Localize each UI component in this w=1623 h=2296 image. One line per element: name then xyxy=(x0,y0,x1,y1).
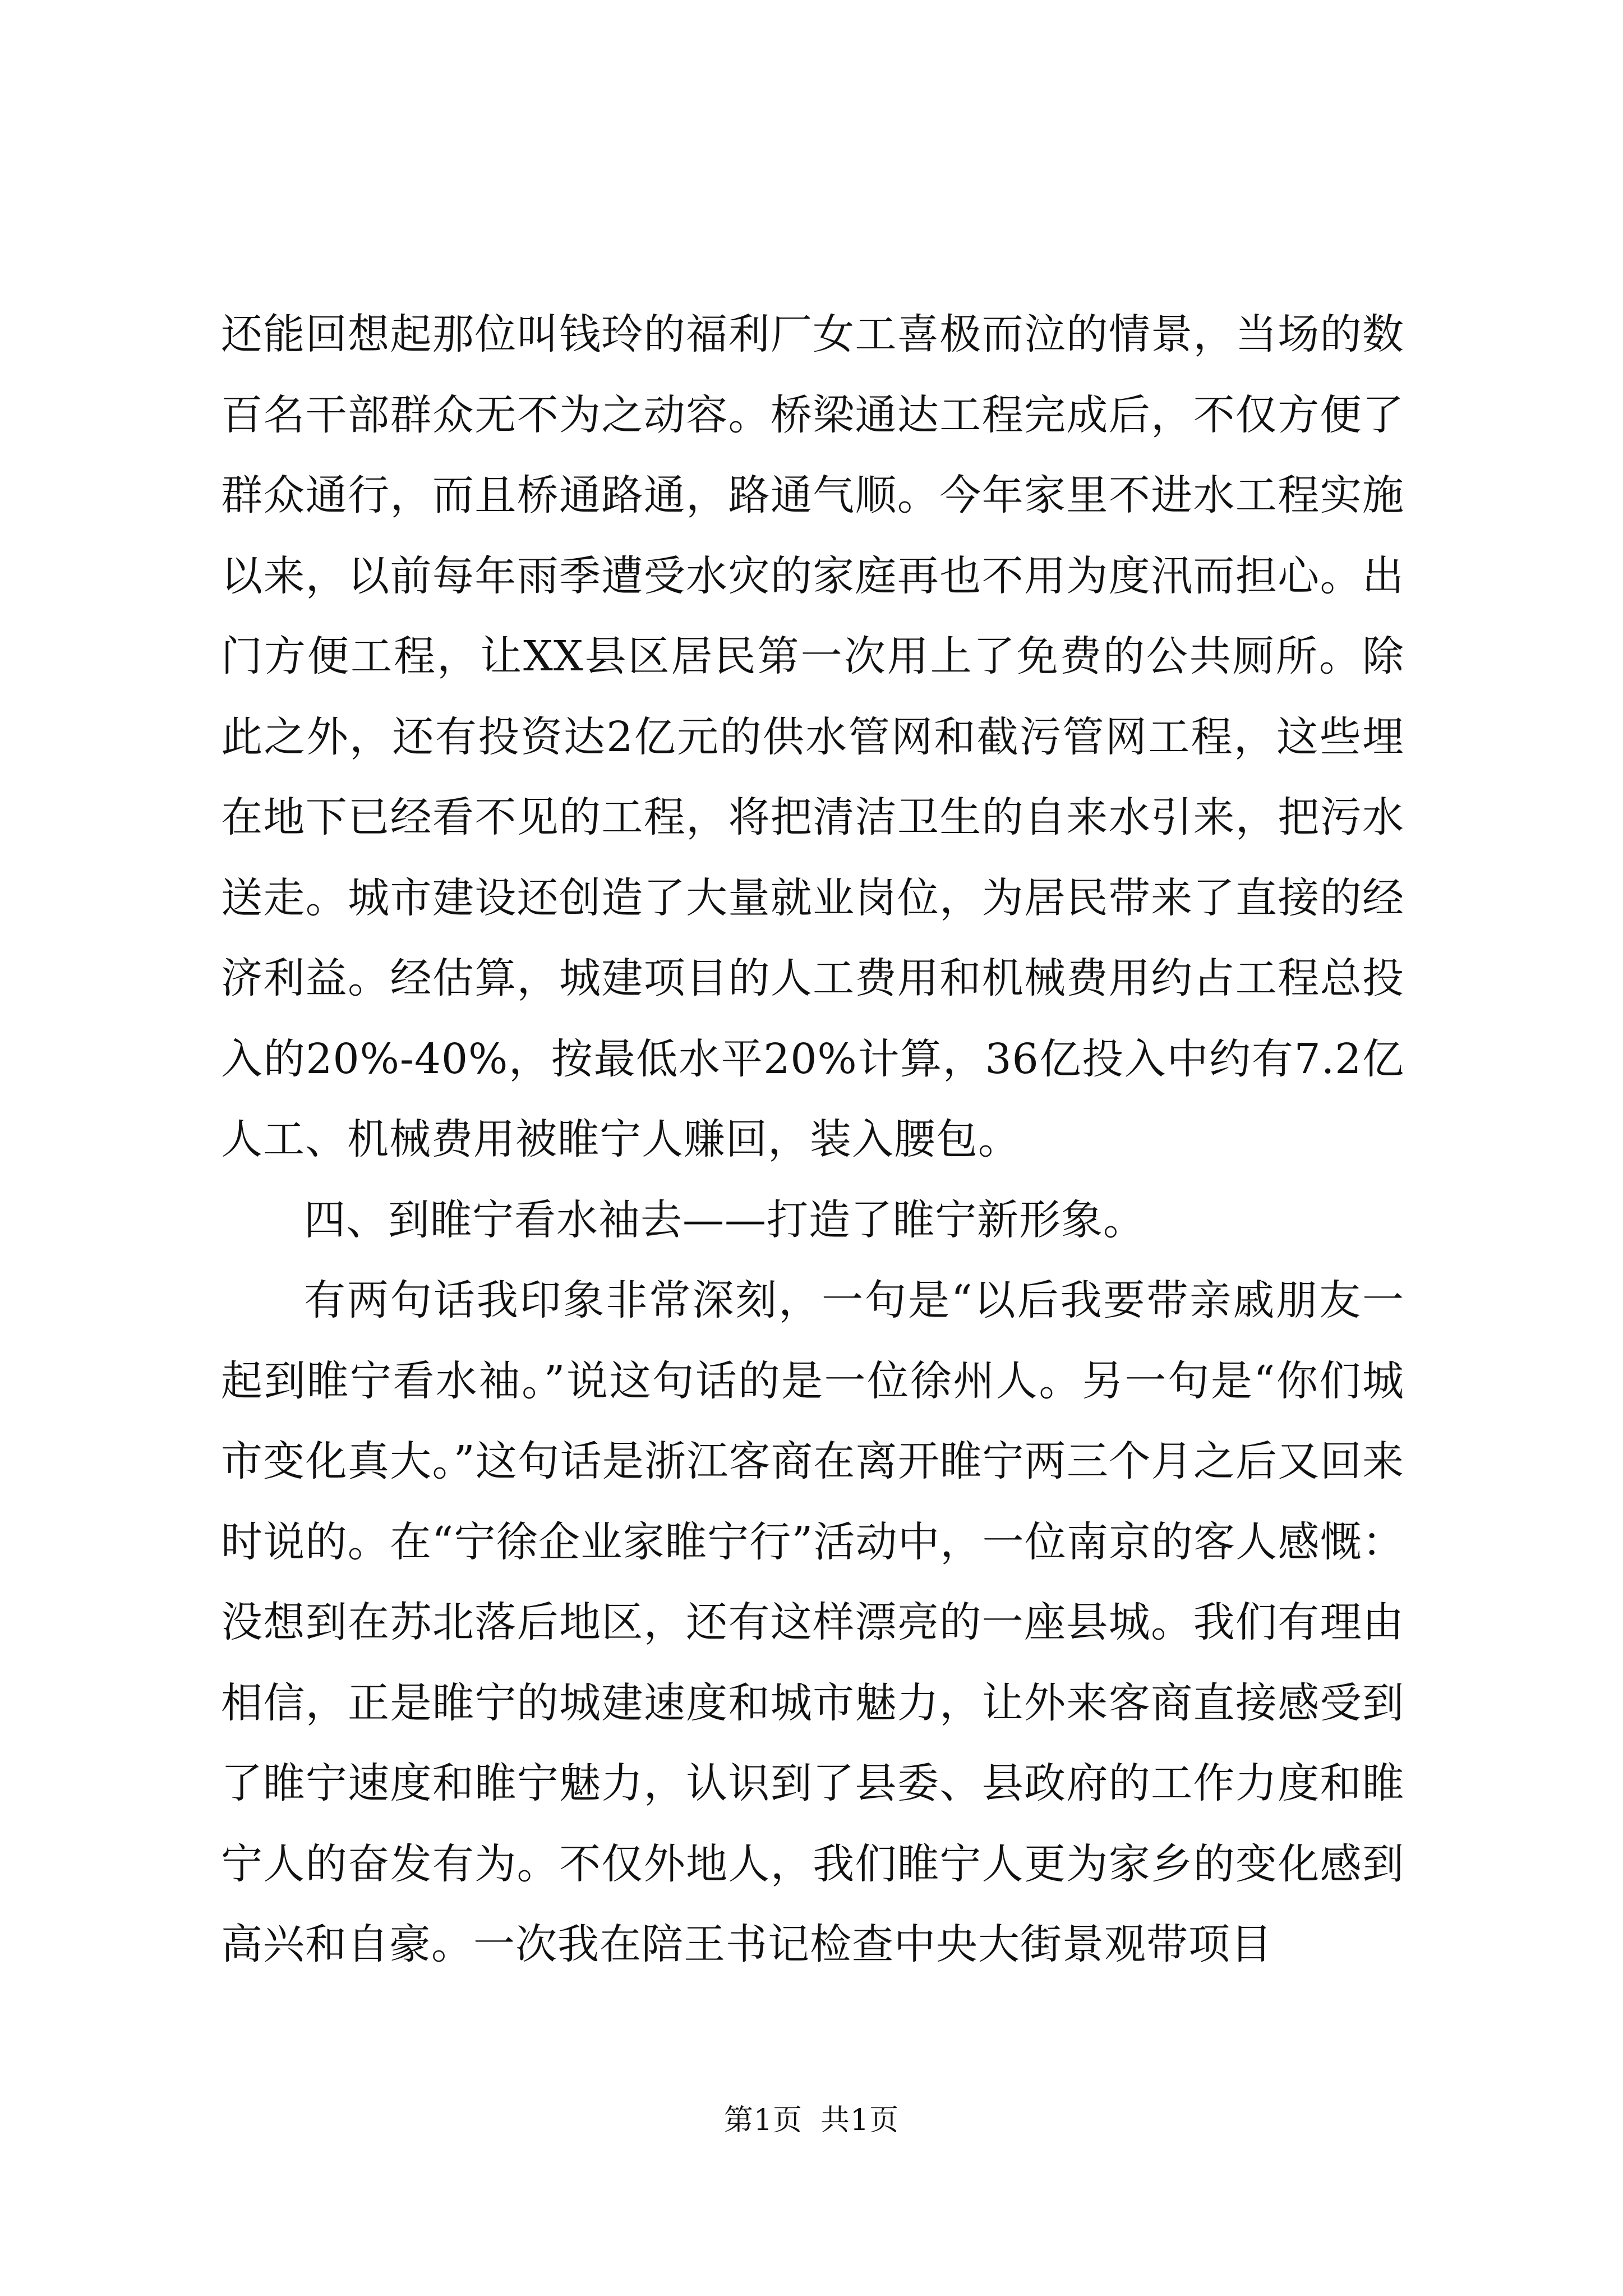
section-heading-4: 四、到睢宁看水袖去——打造了睢宁新形象。 xyxy=(304,1195,1145,1244)
page-number-current: 第1页 xyxy=(723,2104,803,2137)
document-body xyxy=(221,295,1404,1985)
page-footer xyxy=(0,2101,1623,2140)
paragraph-1: 还能回想起那位叫钱玲的福利厂女工喜极而泣的情景，当场的数百名干部群众无不为之动容。桥梁通达工程完成后，不仅方便了群众通行，而且桥通路通，路通气顺。今年家里不进水工程实施以来，以前每年雨季遭受水灾的家庭再也不用为度汛而担心。出门方便工程，让XX县区居民第一次用上了免费的公共厕所。除此之外，还有投资达2亿元的供水管网和截污管网工程，这些埋在地下已经看不见的工程，将把清洁卫生的自来水引来，把污水送走。城市建设还创造了大量就业岗位，为居民带来了直接的经济利益。经估算，城建项目的人工费用和机械费用约占工程总投入的20%-40%，按最低水平20%计算，36亿投入中约有7.2亿人工、机械费用被睢宁人赚回，装入腰包。 xyxy=(221,310,1404,1163)
page-number-total: 共1页 xyxy=(820,2104,900,2137)
paragraph-3: 有两句话我印象非常深刻，一句是“以后我要带亲戚朋友一起到睢宁看水袖。”说这句话的是一位徐州人。另一句是“你们城市变化真大。”这句话是浙江客商在离开睢宁两三个月之后又回来时说的。在“宁徐企业家睢宁行”活动中，一位南京的客人感慨：没想到在苏北落后地区，还有这样漂亮的一座县城。我们有理由相信，正是睢宁的城建速度和城市魅力，让外来客商直接感受到了睢宁速度和睢宁魅力，认识到了县委、县政府的工作力度和睢宁人的奋发有为。不仅外地人，我们睢宁人更为家乡的变化感到高兴和自豪。一次我在陪王书记检查中央大街景观带项目 xyxy=(221,1276,1404,1968)
